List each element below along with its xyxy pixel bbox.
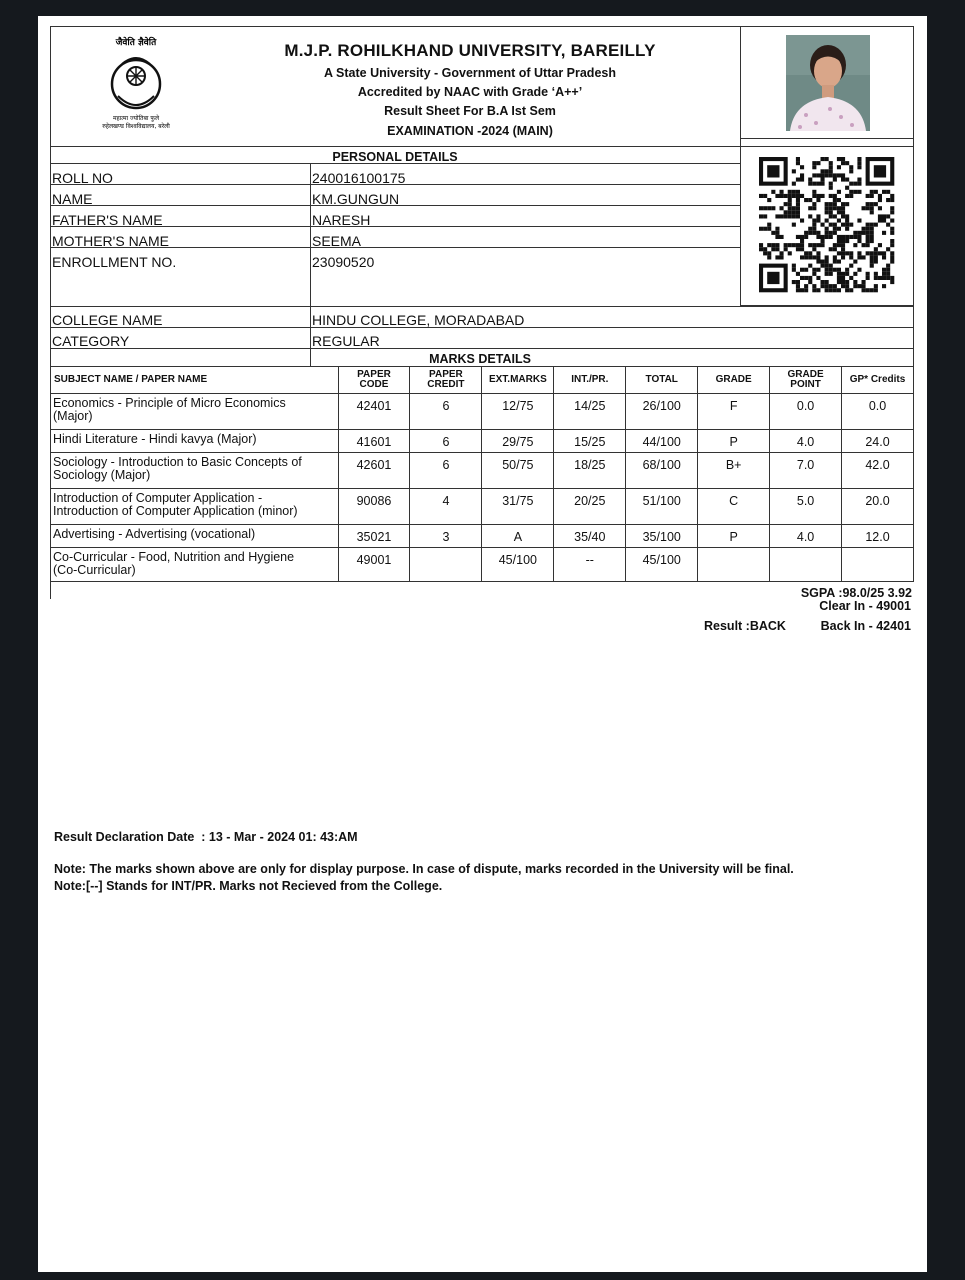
cell-total: 68/100 <box>626 453 698 489</box>
college-name-value: HINDU COLLEGE, MORADABAD <box>312 312 525 328</box>
subject-name: Co-Curricular - Food, Nutrition and Hygiene (Co-Curricular) <box>51 548 339 582</box>
cell-credit: 6 <box>410 430 482 453</box>
cell-gpc: 42.0 <box>842 453 914 489</box>
cell-grade: B+ <box>698 453 770 489</box>
cell-int: 14/25 <box>554 394 626 430</box>
cell-gp: 5.0 <box>770 489 842 525</box>
marks-header-row <box>51 367 914 394</box>
marks-row <box>51 430 914 453</box>
col-ext-marks: EXT.MARKS <box>482 367 554 394</box>
cell-total: 44/100 <box>626 430 698 453</box>
cell-gpc: 12.0 <box>842 525 914 548</box>
cell-code: 42401 <box>338 394 410 430</box>
sheet-title: Result Sheet For B.A Ist Sem <box>384 104 556 118</box>
subject-name: Introduction of Computer Application - Introduction of Computer Application (minor) <box>51 489 339 525</box>
roll-no-label: ROLL NO <box>52 170 113 186</box>
cell-code: 41601 <box>338 430 410 453</box>
declaration-date: Result Declaration Date : 13 - Mar - 2024 01: 43:AM <box>54 830 358 844</box>
cell-int: 35/40 <box>554 525 626 548</box>
subject-name: Economics - Principle of Micro Economics (Major) <box>51 394 339 430</box>
university-logo <box>90 34 182 130</box>
cell-gp: 7.0 <box>770 453 842 489</box>
cell-grade: F <box>698 394 770 430</box>
col-grade-point: GRADE POINT <box>770 367 842 394</box>
cell-credit: 4 <box>410 489 482 525</box>
col-gp-credits: GP* Credits <box>842 367 914 394</box>
clear-in: Clear In - 49001 <box>819 599 911 613</box>
father-name-value: NARESH <box>312 212 371 228</box>
cell-code: 49001 <box>338 548 410 582</box>
university-name: M.J.P. ROHILKHAND UNIVERSITY, BAREILLY <box>284 41 656 60</box>
name-label: NAME <box>52 191 93 207</box>
accreditation: Accredited by NAAC with Grade ‘A++’ <box>357 85 583 99</box>
cell-ext: 50/75 <box>482 453 554 489</box>
cell-credit <box>410 548 482 582</box>
back-in: Back In - 42401 <box>820 619 911 633</box>
cell-code: 90086 <box>338 489 410 525</box>
col-int-pr: INT./PR. <box>554 367 626 394</box>
note-dispute: Note: The marks shown above are only for display purpose. In case of dispute, marks recorded in the University will be final. <box>54 862 794 876</box>
cell-ext: 31/75 <box>482 489 554 525</box>
student-photo <box>786 35 870 131</box>
col-total: TOTAL <box>626 367 698 394</box>
cell-gp: 4.0 <box>770 430 842 453</box>
marks-details-title: MARKS DETAILS <box>429 352 531 366</box>
cell-grade <box>698 548 770 582</box>
father-name-label: FATHER'S NAME <box>52 212 163 228</box>
cell-ext: 45/100 <box>482 548 554 582</box>
col-paper-code: PAPER CODE <box>338 367 410 394</box>
cell-gp: 4.0 <box>770 525 842 548</box>
cell-total: 26/100 <box>626 394 698 430</box>
marks-row <box>51 453 914 489</box>
cell-credit: 6 <box>410 394 482 430</box>
result-status: Result :BACK <box>704 619 786 633</box>
cell-total: 51/100 <box>626 489 698 525</box>
marks-table <box>50 366 914 582</box>
cell-int: -- <box>554 548 626 582</box>
cell-code: 42601 <box>338 453 410 489</box>
col-subject: SUBJECT NAME / PAPER NAME <box>51 367 339 394</box>
svg-text:जैवेति ज्ञैवेति: जैवेति ज्ञैवेति <box>115 38 157 48</box>
col-grade: GRADE <box>698 367 770 394</box>
cell-credit: 3 <box>410 525 482 548</box>
cell-gpc <box>842 548 914 582</box>
personal-details-title: PERSONAL DETAILS <box>332 150 458 164</box>
cell-grade: P <box>698 525 770 548</box>
header-block <box>200 26 740 138</box>
university-subtitle: A State University - Government of Uttar Pradesh <box>324 66 616 80</box>
marks-row <box>51 525 914 548</box>
cell-ext: 12/75 <box>482 394 554 430</box>
mother-name-value: SEEMA <box>312 233 362 249</box>
sgpa: SGPA :98.0/25 3.92 <box>800 586 912 600</box>
result-frame <box>50 26 914 599</box>
svg-text:महात्मा ज्योतिबा फुले: महात्मा ज्योतिबा फुले <box>112 115 160 122</box>
result-sheet <box>38 16 927 1272</box>
cell-gp: 0.0 <box>770 394 842 430</box>
subject-name: Hindi Literature - Hindi kavya (Major) <box>51 430 339 453</box>
category-label: CATEGORY <box>52 333 130 349</box>
category-value: REGULAR <box>312 333 380 349</box>
marks-row <box>51 489 914 525</box>
svg-text:रुहेलखण्ड विश्वविद्यालय, बरेली: रुहेलखण्ड विश्वविद्यालय, बरेली <box>102 123 170 130</box>
college-name-label: COLLEGE NAME <box>52 312 163 328</box>
cell-total: 45/100 <box>626 548 698 582</box>
cell-int: 15/25 <box>554 430 626 453</box>
cell-gpc: 24.0 <box>842 430 914 453</box>
cell-total: 35/100 <box>626 525 698 548</box>
qr-code <box>758 156 896 296</box>
subject-name: Advertising - Advertising (vocational) <box>51 525 339 548</box>
marks-row <box>51 394 914 430</box>
cell-gp <box>770 548 842 582</box>
cell-credit: 6 <box>410 453 482 489</box>
examination: EXAMINATION -2024 (MAIN) <box>387 124 553 138</box>
cell-gpc: 20.0 <box>842 489 914 525</box>
note-int-pr: Note:[--] Stands for INT/PR. Marks not Recieved from the College. <box>54 879 443 893</box>
enrollment-no-label: ENROLLMENT NO. <box>52 254 177 270</box>
cell-gpc: 0.0 <box>842 394 914 430</box>
cell-ext: 29/75 <box>482 430 554 453</box>
col-paper-credit: PAPER CREDIT <box>410 367 482 394</box>
cell-code: 35021 <box>338 525 410 548</box>
cell-grade: P <box>698 430 770 453</box>
mother-name-label: MOTHER'S NAME <box>52 233 170 249</box>
roll-no-value: 240016100175 <box>312 170 406 186</box>
cell-ext: A <box>482 525 554 548</box>
cell-int: 20/25 <box>554 489 626 525</box>
subject-name: Sociology - Introduction to Basic Concepts of Sociology (Major) <box>51 453 339 489</box>
enrollment-no-value: 23090520 <box>312 254 375 270</box>
name-value: KM.GUNGUN <box>312 191 400 207</box>
marks-row <box>51 548 914 582</box>
cell-int: 18/25 <box>554 453 626 489</box>
cell-grade: C <box>698 489 770 525</box>
